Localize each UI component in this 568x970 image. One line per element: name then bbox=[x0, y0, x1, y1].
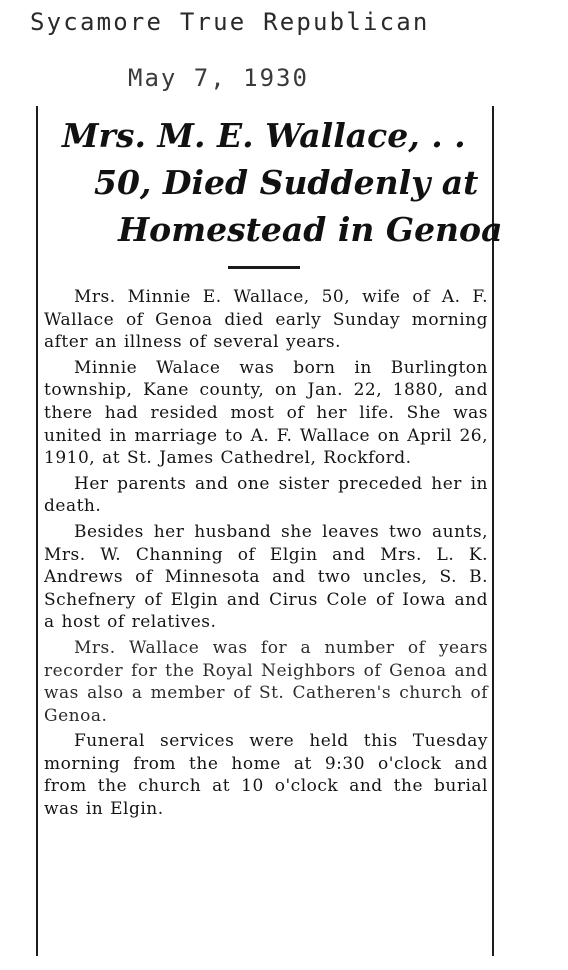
paragraph-biography: Minnie Walace was born in Burlington township, Kane county, on Jan. 22, 1880, and there had resided most of her life. She was united in marriage to A. F. Wallace on April 26, 1910, at St. James Cathedrel, Rockford. bbox=[44, 357, 488, 469]
article-body bbox=[44, 286, 488, 824]
headline-line-3: Homestead in Genoa bbox=[118, 210, 503, 249]
newspaper-clipping bbox=[36, 106, 503, 956]
paragraph-survivors: Besides her husband she leaves two aunts, Mrs. W. Channing of Elgin and Mrs. L. K. Andrews of Minnesota and two uncles, S. B. Schefnery of Elgin and Cirus Cole of Iowa and a host of relatives. bbox=[44, 521, 488, 633]
publication-date: May 7, 1930 bbox=[128, 64, 309, 92]
headline-line-2: 50, Died Suddenly at bbox=[94, 163, 479, 202]
headline-line-1: Mrs. M. E. Wallace, . . bbox=[62, 116, 466, 155]
paragraph-death-notice: Mrs. Minnie E. Wallace, 50, wife of A. F. Wallace of Genoa died early Sunday morning after an illness of several years. bbox=[44, 287, 488, 353]
headline-divider bbox=[228, 266, 300, 269]
paragraph-preceded: Her parents and one sister preceded her in death. bbox=[44, 473, 488, 517]
paragraph-funeral: Funeral services were held this Tuesday morning from the home at 9:30 o'clock and from the church at 10 o'clock and the burial was in Elgin. bbox=[44, 731, 488, 820]
paragraph-memberships: Mrs. Wallace was for a number of years recorder for the Royal Neighbors of Genoa and was also a member of St. Catheren's church of Genoa. bbox=[44, 637, 488, 726]
source-title: Sycamore True Republican bbox=[30, 8, 430, 36]
